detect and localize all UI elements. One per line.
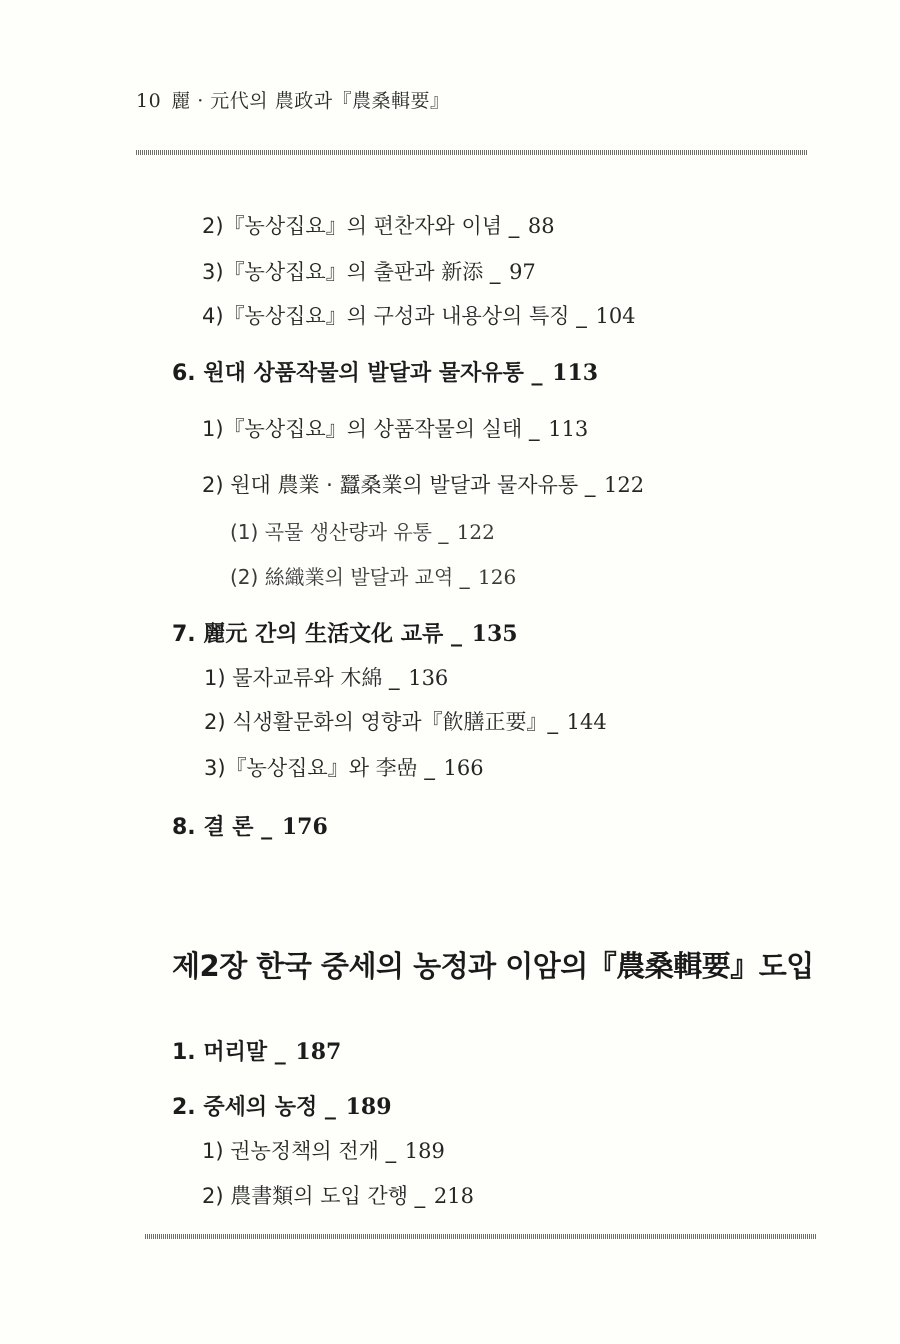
toc-entry: 1) 권농정책의 전개 _ 189 (202, 1139, 445, 1163)
page-number: 10 (136, 90, 162, 112)
toc-subentry: (1) 곡물 생산량과 유통 _ 122 (230, 520, 495, 544)
toc-section-heading: 7. 麗元 간의 生活文化 교류 _ 135 (172, 621, 518, 647)
toc-entry: 3)『농상집요』의 출판과 新添 _ 97 (202, 260, 536, 284)
running-header (136, 86, 450, 113)
bottom-rule (145, 1234, 817, 1239)
toc-subentry: (2) 絲織業의 발달과 교역 _ 126 (230, 565, 517, 589)
toc-entry: 2) 원대 農業 · 蠶桑業의 발달과 물자유통 _ 122 (202, 473, 645, 497)
toc-entry: 2) 식생활문화의 영향과『飮膳正要』_ 144 (204, 710, 607, 734)
toc-entry: 4)『농상집요』의 구성과 내용상의 특징 _ 104 (202, 304, 636, 328)
toc-entry: 2)『농상집요』의 편찬자와 이념 _ 88 (202, 214, 555, 238)
chapter-title: 제2장 한국 중세의 농정과 이암의『農桑輯要』도입 (172, 949, 814, 983)
toc-entry: 3)『농상집요』와 李嵒 _ 166 (204, 756, 484, 780)
toc-section-heading: 6. 원대 상품작물의 발달과 물자유통 _ 113 (172, 360, 599, 386)
toc-entry: 1) 물자교류와 木綿 _ 136 (204, 666, 449, 690)
toc-section-heading: 1. 머리말 _ 187 (172, 1039, 342, 1065)
running-title: 麗 · 元代의 農政과『農桑輯要』 (171, 90, 450, 112)
top-rule (136, 150, 808, 155)
toc-section-heading: 8. 결 론 _ 176 (172, 814, 328, 840)
toc-section-heading: 2. 중세의 농정 _ 189 (172, 1094, 392, 1120)
toc-entry: 1)『농상집요』의 상품작물의 실태 _ 113 (202, 417, 589, 441)
toc-entry: 2) 農書類의 도입 간행 _ 218 (202, 1184, 474, 1208)
